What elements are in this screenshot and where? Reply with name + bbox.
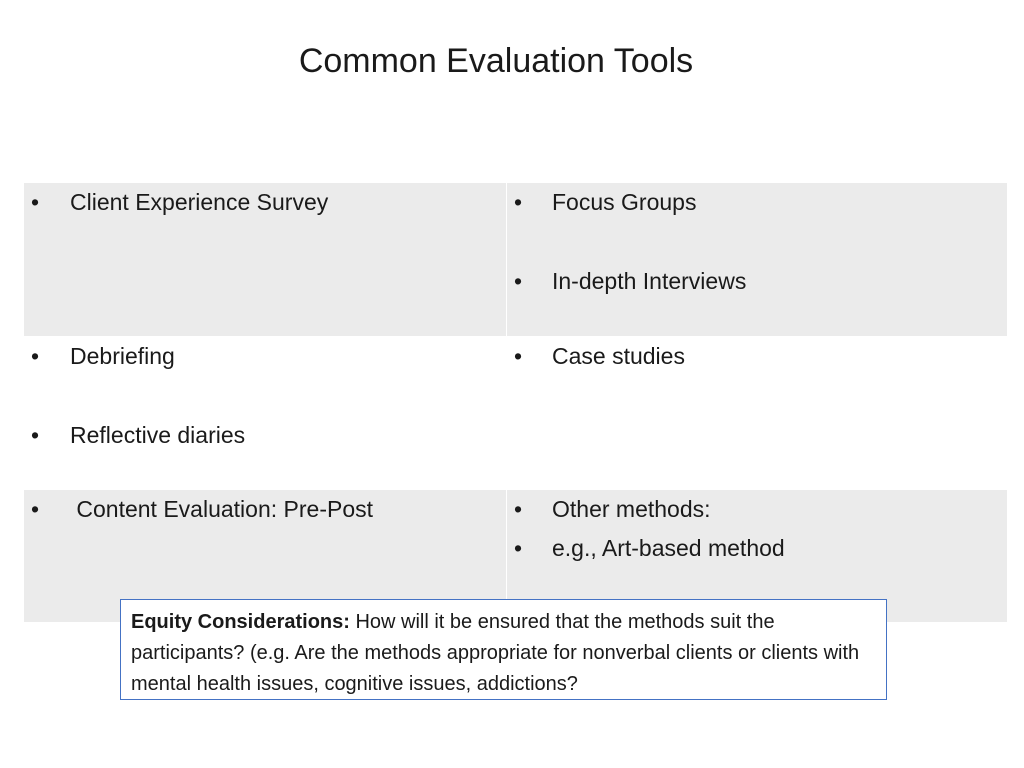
bullet-icon: • (514, 343, 523, 369)
list-item-label: Content Evaluation: Pre-Post (70, 496, 373, 522)
table-cell (507, 183, 1007, 336)
bullet-icon: • (514, 189, 523, 215)
table-row (24, 183, 1007, 336)
bullet-icon: • (31, 189, 40, 215)
list-item-label: Other methods: (552, 496, 711, 522)
equity-considerations-box (120, 599, 887, 700)
slide-title: Common Evaluation Tools (298, 42, 694, 80)
equity-considerations-text: How will it be ensured that the methods suit the participants? (e.g. Are the methods appropriate for nonverbal clients or clients with mental health issues, cognitive issues, addictions? (131, 611, 860, 695)
bullet-icon: • (31, 343, 40, 369)
table-cell (24, 183, 507, 336)
list-item-label: Case studies (552, 343, 685, 369)
bullet-icon: • (31, 496, 40, 522)
bullet-icon: • (514, 268, 523, 294)
bullet-icon: • (514, 496, 523, 522)
list-item-label: In-depth Interviews (552, 268, 747, 294)
bullet-icon: • (514, 535, 523, 561)
equity-considerations-label: Equity Considerations: (131, 611, 350, 633)
table-cell (24, 336, 507, 490)
table-cell (507, 336, 1007, 490)
list-item-label: Focus Groups (552, 189, 697, 215)
list-item-label: Reflective diaries (70, 422, 246, 448)
bullet-icon: • (31, 422, 40, 448)
tools-table (24, 183, 1007, 622)
table-row (24, 336, 1007, 490)
list-item-label: Debriefing (70, 343, 175, 369)
list-item-label: Client Experience Survey (70, 189, 329, 215)
list-item-label: e.g., Art-based method (552, 535, 785, 561)
